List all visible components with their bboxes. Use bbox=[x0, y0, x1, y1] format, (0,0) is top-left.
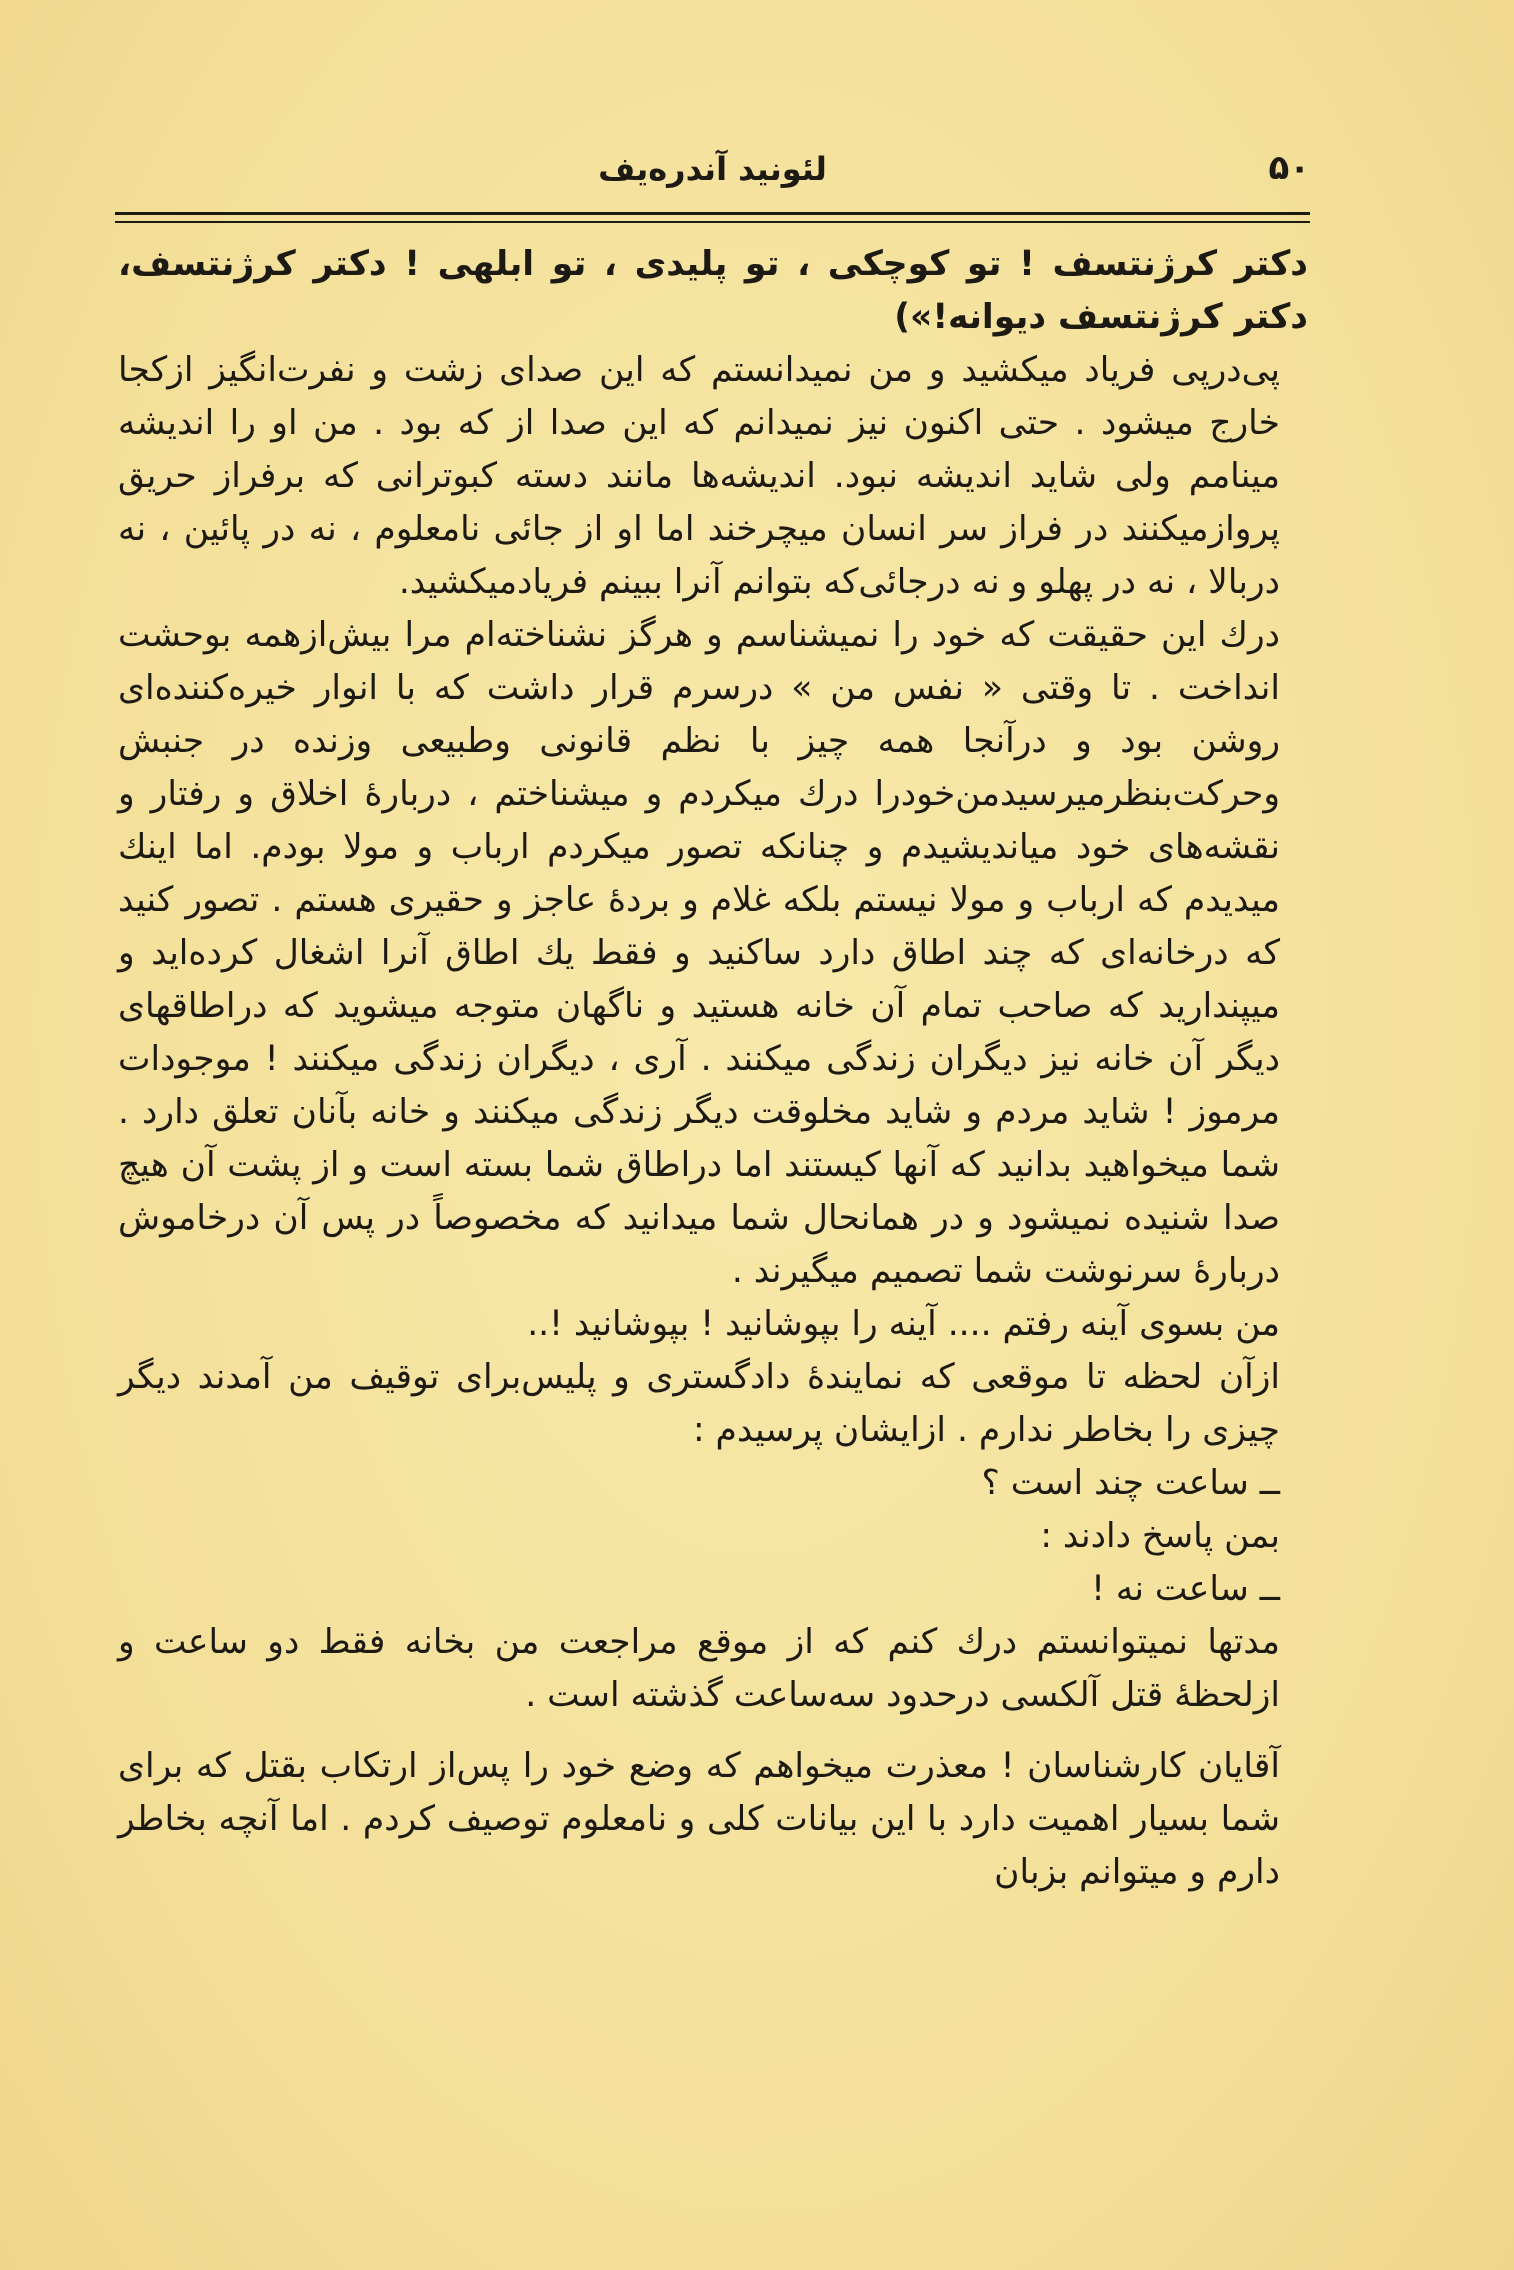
paragraph: درك این حقیقت که خود را نمیشناسم و هرگز نشناخته‌ام مرا بیش‌ازهمه بوحشت انداخت . تا وقتی « نفس من » درسرم قرار داشت که با انوار خیره‌کننده‌ای روشن بود و درآنجا همه چیز با نظم قانونی وطبیعی وزنده در جنبش وحرکت‌بنظرمیرسیدمن‌خودرا درك میکردم و میشناختم ، دربارهٔ اخلاق و رفتار و نقشه‌های خود میاندیشیدم و چنانکه تصور میکردم ارباب و مولا بودم. اما اینك میدیدم که ارباب و مولا نیستم بلکه غلام و بردهٔ عاجز و حقیری هستم . تصور کنید که درخانه‌ای که چند اطاق دارد ساکنید و فقط يك اطاق آنرا اشغال کرده‌اید و میپندارید که صاحب تمام آن خانه هستید و ناگهان متوجه میشوید که دراطاقهای دیگر آن خانه نیز دیگران زندگی میکنند . آری ، دیگران زندگی میکنند ! موجودات مرموز ! شاید مردم و شاید مخلوقت دیگر زندگی میکنند و خانه بآنان تعلق دارد . شما میخواهید بدانید که آنها کیستند اما دراطاق شما بسته است و از پشت آن هیچ صدا شنیده نمیشود و در همانحال شما میدانید که مخصوصاً در پس آن درخاموش دربارهٔ سرنوشت شما تصمیم میگیرند . bbox=[118, 615, 1280, 1291]
page-header bbox=[115, 148, 1310, 196]
header-rule-bottom bbox=[115, 221, 1310, 223]
paragraph: آقایان کارشناسان ! معذرت میخواهم که وضع خود را پس‌از ارتکاب بقتل که برای شما بسیار اهمیت دارد با این بیانات کلی و نامعلوم توصیف کردم . اما آنچه بخاطر دارم و میتوانم بزبان bbox=[118, 1746, 1280, 1892]
paragraph: من بسوی آینه رفتم .... آینه را بپوشانید ! بپوشانید !.. bbox=[527, 1304, 1280, 1344]
paragraph: دکتر کرژنتسف ! تو کوچکی ، تو پلیدی ، تو ابلهی ! دکتر کرژنتسف، دکتر کرژنتسف دیوانه!») bbox=[118, 244, 1308, 337]
page-number: ۵۰ bbox=[1268, 148, 1310, 188]
running-title: لئونید آندره‌یف bbox=[598, 150, 827, 188]
dialogue-line: ــ ساعت نه ! bbox=[1091, 1569, 1280, 1609]
body-text bbox=[118, 238, 1308, 1899]
header-rule-top bbox=[115, 212, 1310, 215]
dialogue-line: بمن پاسخ دادند : bbox=[1040, 1516, 1280, 1556]
paragraph: پی‌درپی فریاد میکشید و من نمیدانستم که این صدای زشت و نفرت‌انگیز ازکجا خارج میشود . حتی اکنون نیز نمیدانم که این صدا از که بود . من او را اندیشه مینامم ولی شاید اندیشه نبود. اندیشه‌ها مانند دسته کبوترانی که برفراز حریق پروازمیکنند در فراز سر انسان میچرخند اما او از جائی نامعلوم ، نه در پائین ، نه دربالا ، نه در پهلو و نه درجائی‌که بتوانم آنرا ببینم فریادمیکشید. bbox=[118, 350, 1280, 602]
dialogue-line: ــ ساعت چند است ؟ bbox=[981, 1463, 1280, 1503]
paragraph: ازآن لحظه تا موقعی که نمایندهٔ دادگستری و پلیس‌برای توقیف من آمدند دیگر چیزی را بخاطر ندارم . ازایشان پرسیدم : bbox=[118, 1357, 1280, 1450]
paragraph: مدتها نمیتوانستم درك کنم که از موقع مراجعت من بخانه فقط دو ساعت و ازلحظهٔ قتل آلکسی درحدود سه‌ساعت گذشته است . bbox=[118, 1622, 1280, 1715]
